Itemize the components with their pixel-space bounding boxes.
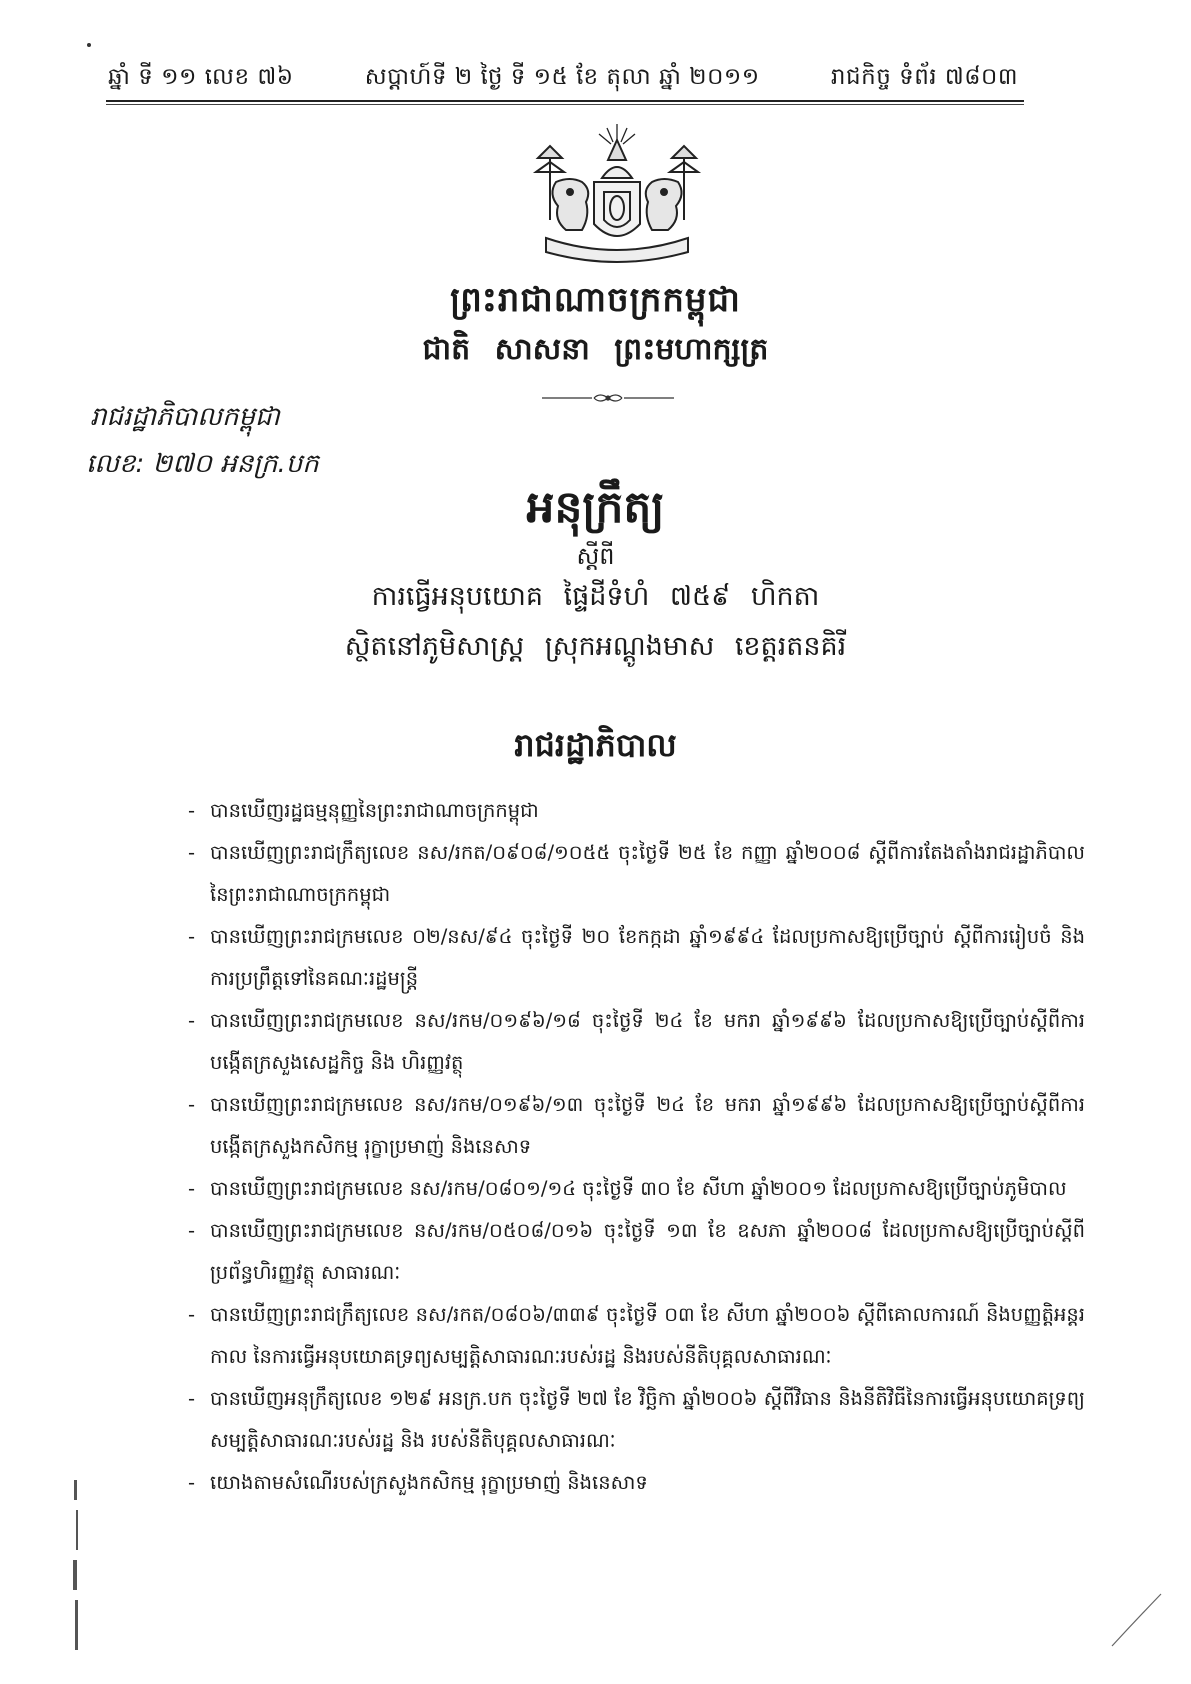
section-heading: រាជរដ្ឋាភិបាល [514,726,677,764]
clause-item: - បានឃើញព្រះរាជក្រមលេខ នស/រកម/០១៩៦/១៨ ចុះថ្ងៃទី ២៤ ខែ មករា ឆ្នាំ១៩៩៦ ដែលប្រកាសឱ្យប្រើច្បាប់ស្តីពីការបង្កើតក្រសួងសេដ្ឋកិច្ច និង ហិរញ្ញវត្ថុ [188,1009,1085,1074]
scan-edge-mark [70,1480,84,1660]
header-date: សប្តាហ៍ទី ២ ថ្ងៃ ទី ១៥ ខែ តុលា ឆ្នាំ ២០១១ [364,64,760,90]
clause-item: - បានឃើញព្រះរាជក្រឹត្យលេខ នស/រកត/០៩០៨/១០៥៥ ចុះថ្ងៃទី ២៥ ខែ កញ្ញា ឆ្នាំ២០០៨ ស្តីពីការតែងតាំងរាជរដ្ឋាភិបាល នៃព្រះរាជាណាចក្រកម្ពុជា [188,841,1085,906]
decree-number: លេខ: ២៧០ អនក្រ.បក [86,449,319,479]
preamble-clauses [188,790,1085,1504]
royal-coat-of-arms-emblem [528,120,706,270]
header-page: រាជកិច្ច ទំព័រ ៧៨០៣ [830,64,1018,90]
kingdom-title: ព្រះរាជាណាចក្រកម្ពុជា [450,280,741,320]
pen-stroke-mark [1106,1590,1166,1650]
clause-item: - បានឃើញព្រះរាជក្រមលេខ នស/រកម/០៥០៨/០១៦ ចុះថ្ងៃទី ១៣ ខែ ឧសភា ឆ្នាំ២០០៨ ដែលប្រកាសឱ្យប្រើច្បាប់ស្តីពីប្រព័ន្ធហិរញ្ញវត្ថុ សាធារណៈ [188,1219,1085,1284]
header-issue: ឆ្នាំ ទី ១១ លេខ ៧៦ [108,64,294,90]
clause-item: - បានឃើញព្រះរាជក្រមលេខ នស/រកម/០៨០១/១៤ ចុះថ្ងៃទី ៣០ ខែ សីហា ឆ្នាំ២០០១ ដែលប្រកាសឱ្យប្រើច្បាប់ភូមិបាល [188,1177,1067,1200]
divider-ornament-icon [538,392,678,404]
scan-speck [84,40,94,50]
header-rule-thin [106,104,1024,105]
subject-intro: ស្តីពី [576,542,615,570]
subject-line-2: ស្ថិតនៅភូមិសាស្ត្រ ស្រុកអណ្តូងមាស ខេត្តរតនគិរី [344,631,847,662]
kingdom-motto: ជាតិ សាសនា ព្រះមហាក្សត្រ [422,332,769,367]
subject-line-1: ការធ្វើអនុបយោគ ផ្ទៃដីទំហំ ៧៥៩ ហិកតា [371,581,820,612]
clause-item: - បានឃើញព្រះរាជក្រមលេខ ០២/នស/៩៤ ចុះថ្ងៃទី ២០ ខែកក្កដា ឆ្នាំ១៩៩៤ ដែលប្រកាសឱ្យប្រើច្បាប់ ស្តីពីការរៀបចំ និង ការប្រព្រឹត្តទៅនៃគណៈរដ្ឋមន្ត្រី [188,925,1085,990]
clause-item: - បានឃើញព្រះរាជក្រឹត្យលេខ នស/រកត/០៨០៦/៣៣៩ ចុះថ្ងៃទី ០៣ ខែ សីហា ឆ្នាំ២០០៦ ស្តីពីគោលការណ៍ និងបញ្ញត្តិអន្តរកាល នៃការធ្វើអនុបយោគទ្រព្យសម្បត្តិសាធារណៈរបស់រដ្ឋ និងរបស់នីតិបុគ្គលសាធារណៈ [188,1303,1085,1368]
clause-item: - បានឃើញរដ្ឋធម្មនុញ្ញនៃព្រះរាជាណាចក្រកម្ពុជា [188,799,539,822]
header-rule [106,100,1024,102]
issuer-label: រាជរដ្ឋាភិបាលកម្ពុជា [90,402,280,432]
gazette-header [108,56,1018,96]
clause-item: - បានឃើញអនុក្រឹត្យលេខ ១២៩ អនក្រ.បក ចុះថ្ងៃទី ២៧ ខែ វិច្ឆិកា ឆ្នាំ២០០៦ ស្តីពីវិធាន និងនីតិវិធីនៃការធ្វើអនុបយោគទ្រព្យសម្បត្តិសាធារណៈរបស់រដ្ឋ និង របស់នីតិបុគ្គលសាធារណៈ [188,1387,1085,1452]
document-type: អនុក្រឹត្យ [526,482,665,533]
clause-item: - បានឃើញព្រះរាជក្រមលេខ នស/រកម/០១៩៦/១៣ ចុះថ្ងៃទី ២៤ ខែ មករា ឆ្នាំ១៩៩៦ ដែលប្រកាសឱ្យប្រើច្បាប់ស្តីពីការបង្កើតក្រសួងកសិកម្ម រុក្ខាប្រមាញ់ និងនេសាទ [188,1093,1085,1158]
clause-item: - យោងតាមសំណើរបស់ក្រសួងកសិកម្ម រុក្ខាប្រមាញ់ និងនេសាទ [188,1471,648,1494]
